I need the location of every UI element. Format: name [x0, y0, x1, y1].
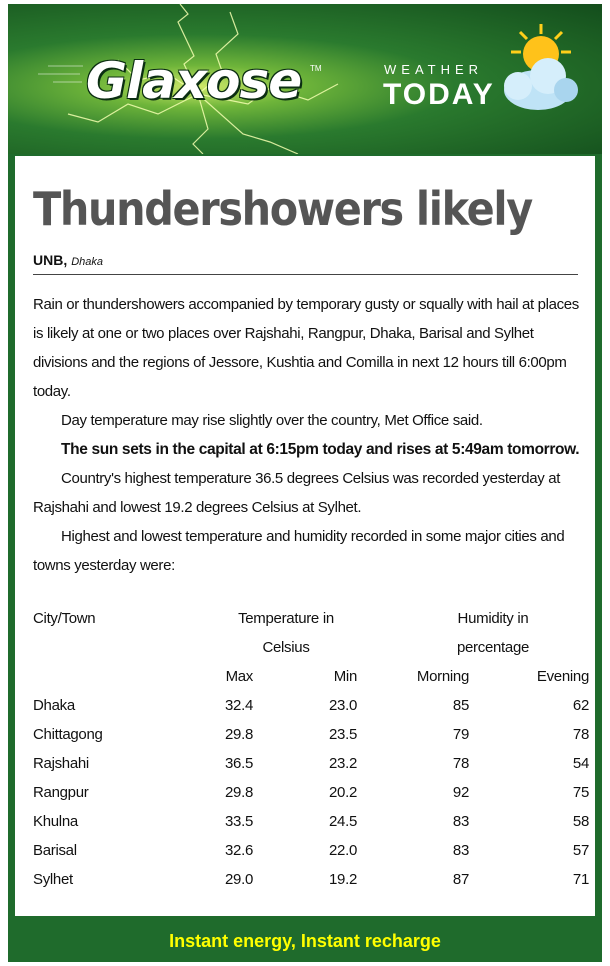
city-cell: Rangpur	[33, 784, 89, 801]
header-temperature: Temperature in	[238, 610, 334, 627]
max-cell: 29.8	[225, 784, 253, 801]
sponsor-banner	[8, 4, 602, 154]
morning-cell: 85	[452, 697, 469, 714]
city-cell: Sylhet	[33, 871, 73, 888]
table-row	[33, 784, 589, 813]
section-label-big: TODAY	[383, 78, 495, 111]
max-cell: 33.5	[225, 813, 253, 830]
byline-source: UNB,	[33, 252, 68, 268]
city-cell: Khulna	[33, 813, 78, 830]
min-cell: 23.2	[329, 755, 357, 772]
paragraph-sunset: The sun sets in the capital at 6:15pm today and rises at 5:49am tomorrow.	[61, 441, 580, 458]
header-humidity: Humidity in	[457, 610, 529, 627]
max-cell: 29.0	[225, 871, 253, 888]
header-min: Min	[333, 668, 357, 685]
morning-cell: 92	[452, 784, 469, 801]
paragraph: Day temperature may rise slightly over the country, Met Office said.	[61, 412, 483, 429]
min-cell: 24.5	[329, 813, 357, 830]
evening-cell: 58	[572, 813, 589, 830]
table-row	[33, 871, 589, 900]
max-cell: 29.8	[225, 726, 253, 743]
evening-cell: 78	[572, 726, 589, 743]
table-subheader	[33, 668, 589, 697]
min-cell: 23.5	[329, 726, 357, 743]
table-row	[33, 755, 589, 784]
morning-cell: 78	[452, 755, 469, 772]
min-cell: 20.2	[329, 784, 357, 801]
city-cell: Dhaka	[33, 697, 75, 714]
morning-cell: 83	[452, 813, 469, 830]
section-label-small: WEATHER	[384, 62, 484, 77]
evening-cell: 75	[572, 784, 589, 801]
morning-cell: 87	[452, 871, 469, 888]
brand-logo: Glaxose	[86, 52, 302, 110]
table-row	[33, 842, 589, 871]
min-cell: 19.2	[329, 871, 357, 888]
divider	[33, 274, 578, 275]
header-morning: Morning	[416, 668, 469, 685]
headline: Thundershowers likely	[33, 182, 532, 236]
city-cell: Chittagong	[33, 726, 103, 743]
trademark-mark: TM	[310, 64, 322, 73]
evening-cell: 71	[572, 871, 589, 888]
table-row	[33, 726, 589, 755]
weather-box	[8, 4, 602, 962]
max-cell: 32.4	[225, 697, 253, 714]
morning-cell: 83	[452, 842, 469, 859]
city-cell: Rajshahi	[33, 755, 89, 772]
header-humidity-unit: percentage	[456, 639, 530, 656]
header-temperature-unit: Celsius	[262, 639, 310, 656]
city-cell: Barisal	[33, 842, 77, 859]
min-cell: 22.0	[329, 842, 357, 859]
morning-cell: 79	[452, 726, 469, 743]
paragraph: Highest and lowest temperature and humidity recorded in some major cities and towns yesterday were:	[33, 528, 565, 574]
article-body	[33, 290, 581, 580]
min-cell: 23.0	[329, 697, 357, 714]
evening-cell: 57	[572, 842, 589, 859]
header-evening: Evening	[536, 668, 589, 685]
header-max: Max	[225, 668, 253, 685]
evening-cell: 62	[572, 697, 589, 714]
paragraph: Rain or thundershowers accompanied by temporary gusty or squally with hail at places is likely at one or two places over Rajshahi, Rangpur, Dhaka, Barisal and Sylhet divisions and the regions of Jessore, Kushtia and Comilla in next 12 hours till 6:00pm today.	[33, 296, 579, 400]
max-cell: 36.5	[225, 755, 253, 772]
article-panel	[15, 156, 595, 916]
tagline: Instant energy, Instant recharge	[169, 931, 441, 951]
table-row	[33, 813, 589, 842]
byline	[33, 252, 103, 268]
max-cell: 32.6	[225, 842, 253, 859]
paragraph: Country's highest temperature 36.5 degrees Celsius was recorded yesterday at Rajshahi and lowest 19.2 degrees Celsius at Sylhet.	[33, 470, 561, 516]
evening-cell: 54	[572, 755, 589, 772]
header-city: City/Town	[33, 610, 96, 627]
byline-place: Dhaka	[71, 256, 104, 268]
table-row	[33, 697, 589, 726]
